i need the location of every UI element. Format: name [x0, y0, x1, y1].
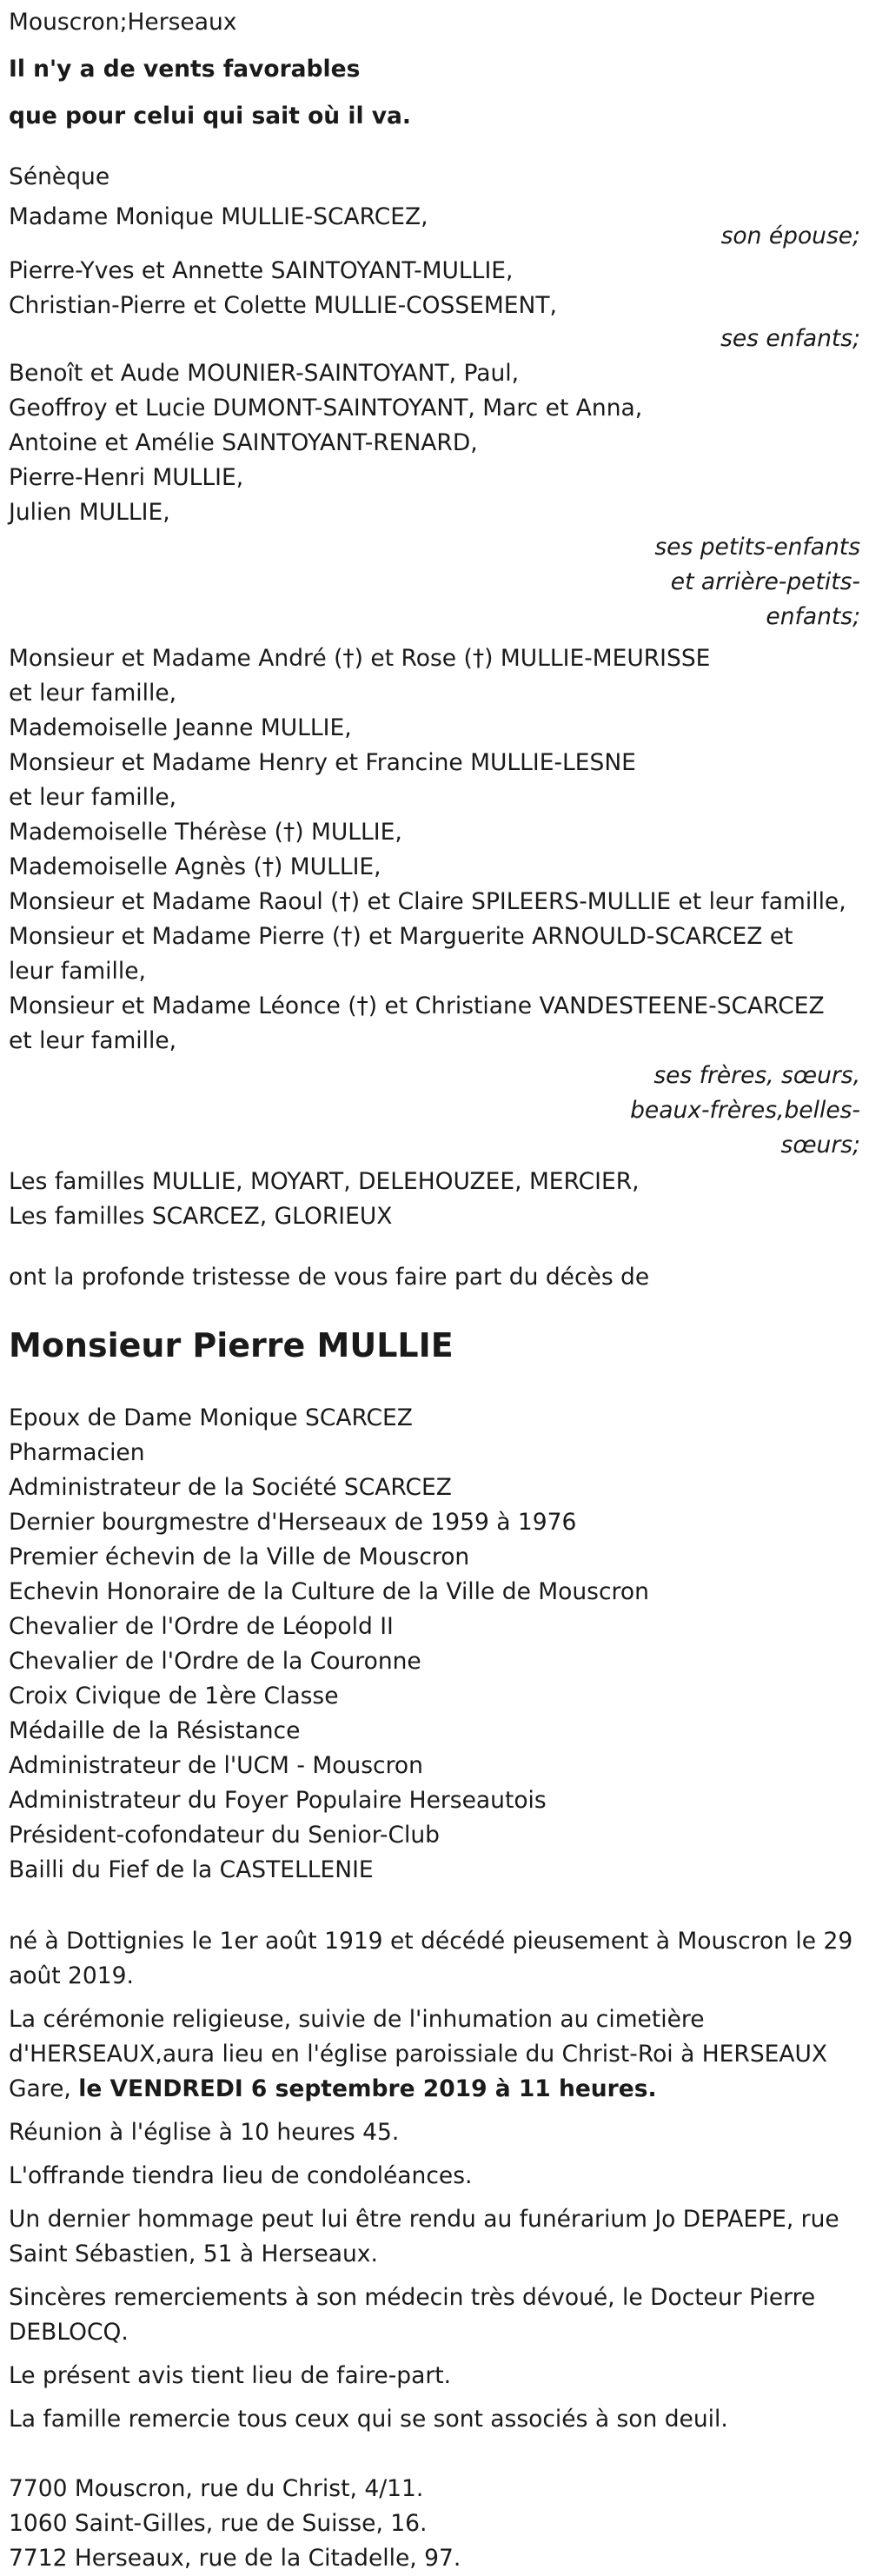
sibling-line: Monsieur et Madame Henry et Francine MULLIE-LESNE	[9, 749, 636, 776]
sibling-line: Monsieur et Madame Léonce (†) et Christiane VANDESTEENE-SCARCEZ	[9, 993, 825, 1019]
child-name: Christian-Pierre et Colette MULLIE-COSSEMENT,	[9, 292, 557, 319]
title-line: Dernier bourgmestre d'Herseaux de 1959 à 1976	[9, 1509, 577, 1536]
title-line: Echevin Honoraire de la Culture de la Ville de Mouscron	[9, 1578, 649, 1605]
sibling-line: Monsieur et Madame André (†) et Rose (†) MULLIE-MEURISSE	[9, 645, 711, 672]
title-line: Médaille de la Résistance	[9, 1717, 301, 1744]
title-line: Premier échevin de la Ville de Mouscron	[9, 1544, 470, 1570]
ceremony-date: le VENDREDI 6 septembre 2019 à 11 heures.	[78, 2075, 657, 2102]
family-line: Les familles MULLIE, MOYART, DELEHOUZEE, MERCIER,	[9, 1168, 640, 1195]
sibling-line: Mademoiselle Jeanne MULLIE,	[9, 714, 352, 741]
title-line: Croix Civique de 1ère Classe	[9, 1683, 339, 1710]
sibling-line: Mademoiselle Thérèse (†) MULLIE,	[9, 819, 402, 846]
announcement: ont la profonde tristesse de vous faire part du décès de	[9, 1264, 650, 1291]
sibling-line: et leur famille,	[9, 784, 177, 811]
grandchildren-role-line: ses petits-enfants	[654, 534, 860, 561]
offering: L'offrande tiendra lieu de condoléances.	[9, 2162, 473, 2189]
title-line: Pharmacien	[9, 1439, 145, 1466]
sibling-line: Monsieur et Madame Raoul (†) et Claire SPILEERS-MULLIE et leur famille,	[9, 888, 846, 915]
title-line: Chevalier de l'Ordre de la Couronne	[9, 1648, 421, 1675]
thanks-doctor: Sincères remerciements à son médecin très dévoué, le Docteur Pierre DEBLOCQ.	[9, 2284, 816, 2346]
grandchild-name: Julien MULLIE,	[9, 499, 170, 526]
title-line: Bailli du Fief de la CASTELLENIE	[9, 1856, 374, 1883]
address-line: 7700 Mouscron, rue du Christ, 4/11.	[9, 2475, 424, 2502]
address-line: 7712 Herseaux, rue de la Citadelle, 97.	[9, 2545, 461, 2572]
grandchild-name: Pierre-Henri MULLIE,	[9, 464, 244, 491]
tribute: Un dernier hommage peut lui être rendu au funérarium Jo DEPAEPE, rue Saint Sébastien, 51 à Herseaux.	[9, 2206, 839, 2267]
grandchildren-role-line: enfants;	[766, 603, 860, 630]
quote-line-2: que pour celui qui sait où il va.	[9, 103, 411, 129]
family-line: Les familles SCARCEZ, GLORIEUX	[9, 1203, 393, 1230]
title-line: Administrateur de l'UCM - Mouscron	[9, 1752, 423, 1779]
title-line: Chevalier de l'Ordre de Léopold II	[9, 1613, 394, 1640]
grandchild-name: Benoît et Aude MOUNIER-SAINTOYANT, Paul,	[9, 360, 520, 387]
notice: Le présent avis tient lieu de faire-part.	[9, 2362, 452, 2389]
sibling-line: et leur famille,	[9, 1027, 177, 1054]
siblings-role-line: beaux-frères,belles-	[630, 1097, 860, 1124]
quote-line-1: Il n'y a de vents favorables	[9, 56, 361, 83]
siblings-role-line: ses frères, sœurs,	[653, 1062, 860, 1089]
spouse-role: son épouse;	[720, 222, 860, 249]
sibling-line: Mademoiselle Agnès (†) MULLIE,	[9, 853, 381, 880]
spouse-name: Madame Monique MULLIE-SCARCEZ,	[9, 203, 428, 230]
title-line: Président-cofondateur du Senior-Club	[9, 1822, 440, 1849]
sibling-line: leur famille,	[9, 958, 146, 985]
title-line: Administrateur de la Société SCARCEZ	[9, 1474, 452, 1501]
grandchildren-role-line: et arrière-petits-	[670, 568, 860, 595]
ceremony-text: La cérémonie religieuse, suivie de l'inhumation au cimetière d'HERSEAUX,aura lieu en l'église paroissiale du Christ-Roi à HERSEAUX Gare,	[9, 2006, 828, 2102]
sibling-line: et leur famille,	[9, 680, 177, 707]
title-line: Administrateur du Foyer Populaire Herseautois	[9, 1787, 547, 1814]
address-line: 1060 Saint-Gilles, rue de Suisse, 16.	[9, 2510, 428, 2537]
meeting: Réunion à l'église à 10 heures 45.	[9, 2119, 400, 2146]
quote-author: Sénèque	[9, 163, 110, 190]
deceased-name: Monsieur Pierre MULLIE	[9, 1326, 454, 1364]
birth-death: né à Dottignies le 1er août 1919 et décédé pieusement à Mouscron le 29 août 2019.	[9, 1928, 853, 1989]
children-role: ses enfants;	[720, 325, 860, 352]
sibling-line: Monsieur et Madame Pierre (†) et Marguerite ARNOULD-SCARCEZ et	[9, 923, 793, 950]
ceremony	[9, 2002, 860, 2107]
grandchild-name: Antoine et Amélie SAINTOYANT-RENARD,	[9, 429, 478, 456]
siblings-role-line: sœurs;	[780, 1132, 860, 1159]
thanks-all: La famille remercie tous ceux qui se sont associés à son deuil.	[9, 2406, 728, 2433]
grandchild-name: Geoffroy et Lucie DUMONT-SAINTOYANT, Marc et Anna,	[9, 395, 643, 422]
child-name: Pierre-Yves et Annette SAINTOYANT-MULLIE,	[9, 257, 514, 284]
location: Mouscron;Herseaux	[9, 9, 237, 36]
title-line: Epoux de Dame Monique SCARCEZ	[9, 1404, 413, 1431]
